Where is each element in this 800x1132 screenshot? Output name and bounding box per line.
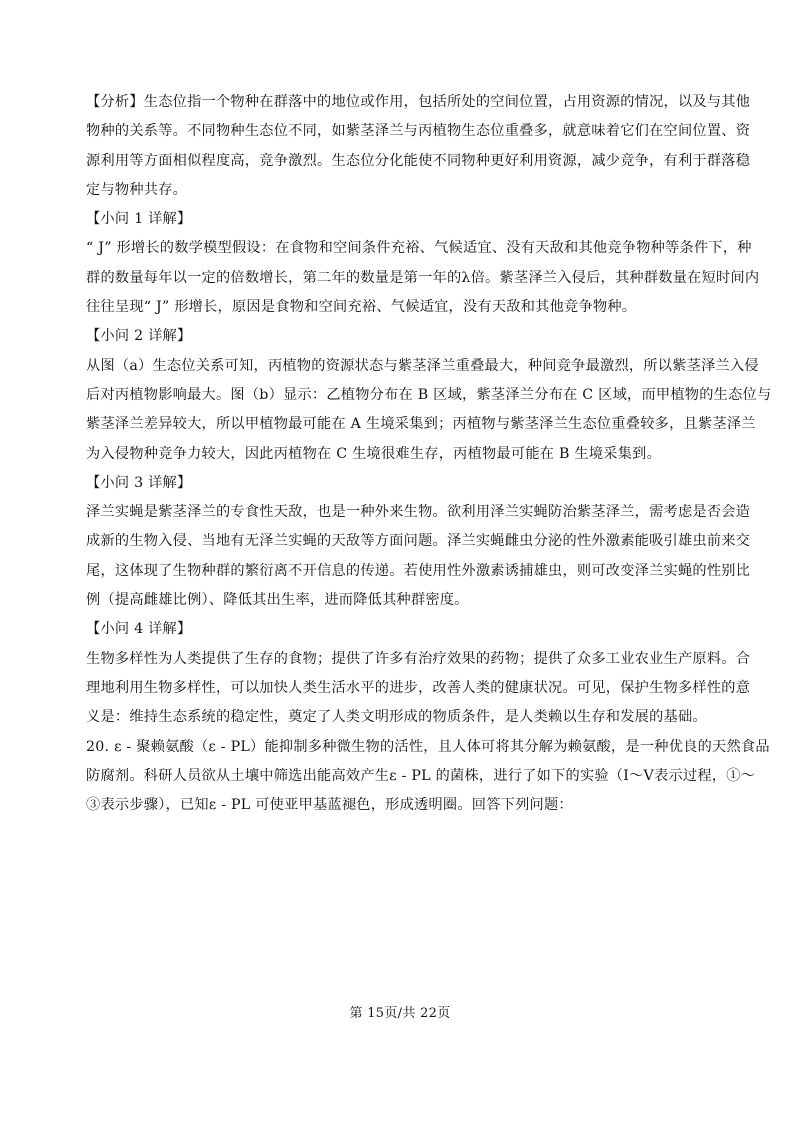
text-line-q4-3: 义是：维持生态系统的稳定性，奠定了人类文明形成的物质条件，是人类赖以生存和发展的基础。 — [86, 709, 707, 726]
text-line-q2-4: 为入侵物种竞争力较大，因此丙植物在 C 生境很难生存，丙植物最可能在 B 生境采集到。 — [86, 445, 662, 462]
text-line-q3-1: 泽兰实蝇是紫茎泽兰的专食性天敌，也是一种外来生物。欲利用泽兰实蝇防治紫茎泽兰，需考虑是否会造 — [86, 504, 751, 521]
text-line-q2-3: 紫茎泽兰差异较大，所以甲植物最可能在 A 生境采集到；丙植物与紫茎泽兰生态位重叠较多，且紫茎泽兰 — [86, 416, 756, 433]
text-line-q20-2: 防腐剂。科研人员欲从土壤中筛选出能高效产生ε - PL 的菌株，进行了如下的实验（Ⅰ～Ⅴ表示过程，①～ — [86, 767, 756, 784]
text-line-q3-3: 尾，这体现了生物种群的繁衍离不开信息的传递。若使用性外激素诱捕雄虫，则可改变泽兰实蝇的性别比 — [86, 562, 751, 579]
text-line-q2-1: 从图（a）生态位关系可知，丙植物的资源状态与紫茎泽兰重叠最大，种间竞争最激烈，所以紫茎泽兰入侵 — [86, 357, 759, 374]
heading-q2: 【小问 2 详解】 — [86, 328, 192, 345]
text-line-q4-1: 生物多样性为人类提供了生存的食物；提供了许多有治疗效果的药物；提供了众多工业农业生产原料。合 — [86, 650, 751, 667]
text-line-q3-2: 成新的生物入侵、当地有无泽兰实蝇的天敌等方面问题。泽兰实蝇雌虫分泌的性外激素能吸引雄虫前来交 — [86, 533, 751, 550]
text-line-analysis-4: 定与物种共存。 — [86, 181, 188, 198]
text-line-analysis-2: 物种的关系等。不同物种生态位不同，如紫茎泽兰与丙植物生态位重叠多，就意味着它们在空间位置、资 — [86, 123, 751, 140]
text-line-analysis-1: 【分析】生态位指一个物种在群落中的地位或作用，包括所处的空间位置，占用资源的情况，以及与其他 — [86, 94, 751, 110]
text-line-q1-1: “ J” 形增长的数学模型假设：在食物和空间条件充裕、气候适宜、没有天敌和其他竞争物种等条件下，种 — [86, 240, 752, 257]
text-line-q3-4: 例（提高雌雄比例）、降低其出生率，进而降低其种群密度。 — [86, 592, 469, 609]
text-line-q2-2: 后对丙植物影响最大。图（b）显示：乙植物分布在 B 区域，紫茎泽兰分布在 C 区域，而甲植物的生态位与 — [86, 386, 772, 403]
page-content — [86, 88, 772, 820]
text-line-q20-1: 20. ε - 聚赖氨酸（ε - PL）能抑制多种微生物的活性，且人体可将其分解为赖氨酸，是一种优良的天然食品 — [86, 738, 770, 755]
page-number-footer: 第 15页/共 22页 — [349, 1006, 451, 1021]
text-line-q1-2: 群的数量每年以一定的倍数增长，第二年的数量是第一年的λ倍。紫茎泽兰入侵后，其种群数量在短时间内 — [86, 269, 760, 286]
heading-q1: 【小问 1 详解】 — [86, 211, 192, 228]
text-line-q20-3: ③表示步骤），已知ε - PL 可使亚甲基蓝褪色，形成透明圈。回答下列问题： — [86, 797, 573, 814]
text-line-q1-3: 往往呈现“ J” 形增长，原因是食物和空间充裕、气候适宜，没有天敌和其他竞争物种。 — [86, 299, 637, 316]
heading-q3: 【小问 3 详解】 — [86, 474, 192, 491]
text-line-q4-2: 理地利用生物多样性，可以加快人类生活水平的进步，改善人类的健康状况。可见，保护生物多样性的意 — [86, 679, 751, 696]
heading-q4: 【小问 4 详解】 — [86, 621, 192, 638]
text-line-analysis-3: 源利用等方面相似程度高，竞争激烈。生态位分化能使不同物种更好利用资源，减少竞争，有利于群落稳 — [86, 152, 751, 169]
